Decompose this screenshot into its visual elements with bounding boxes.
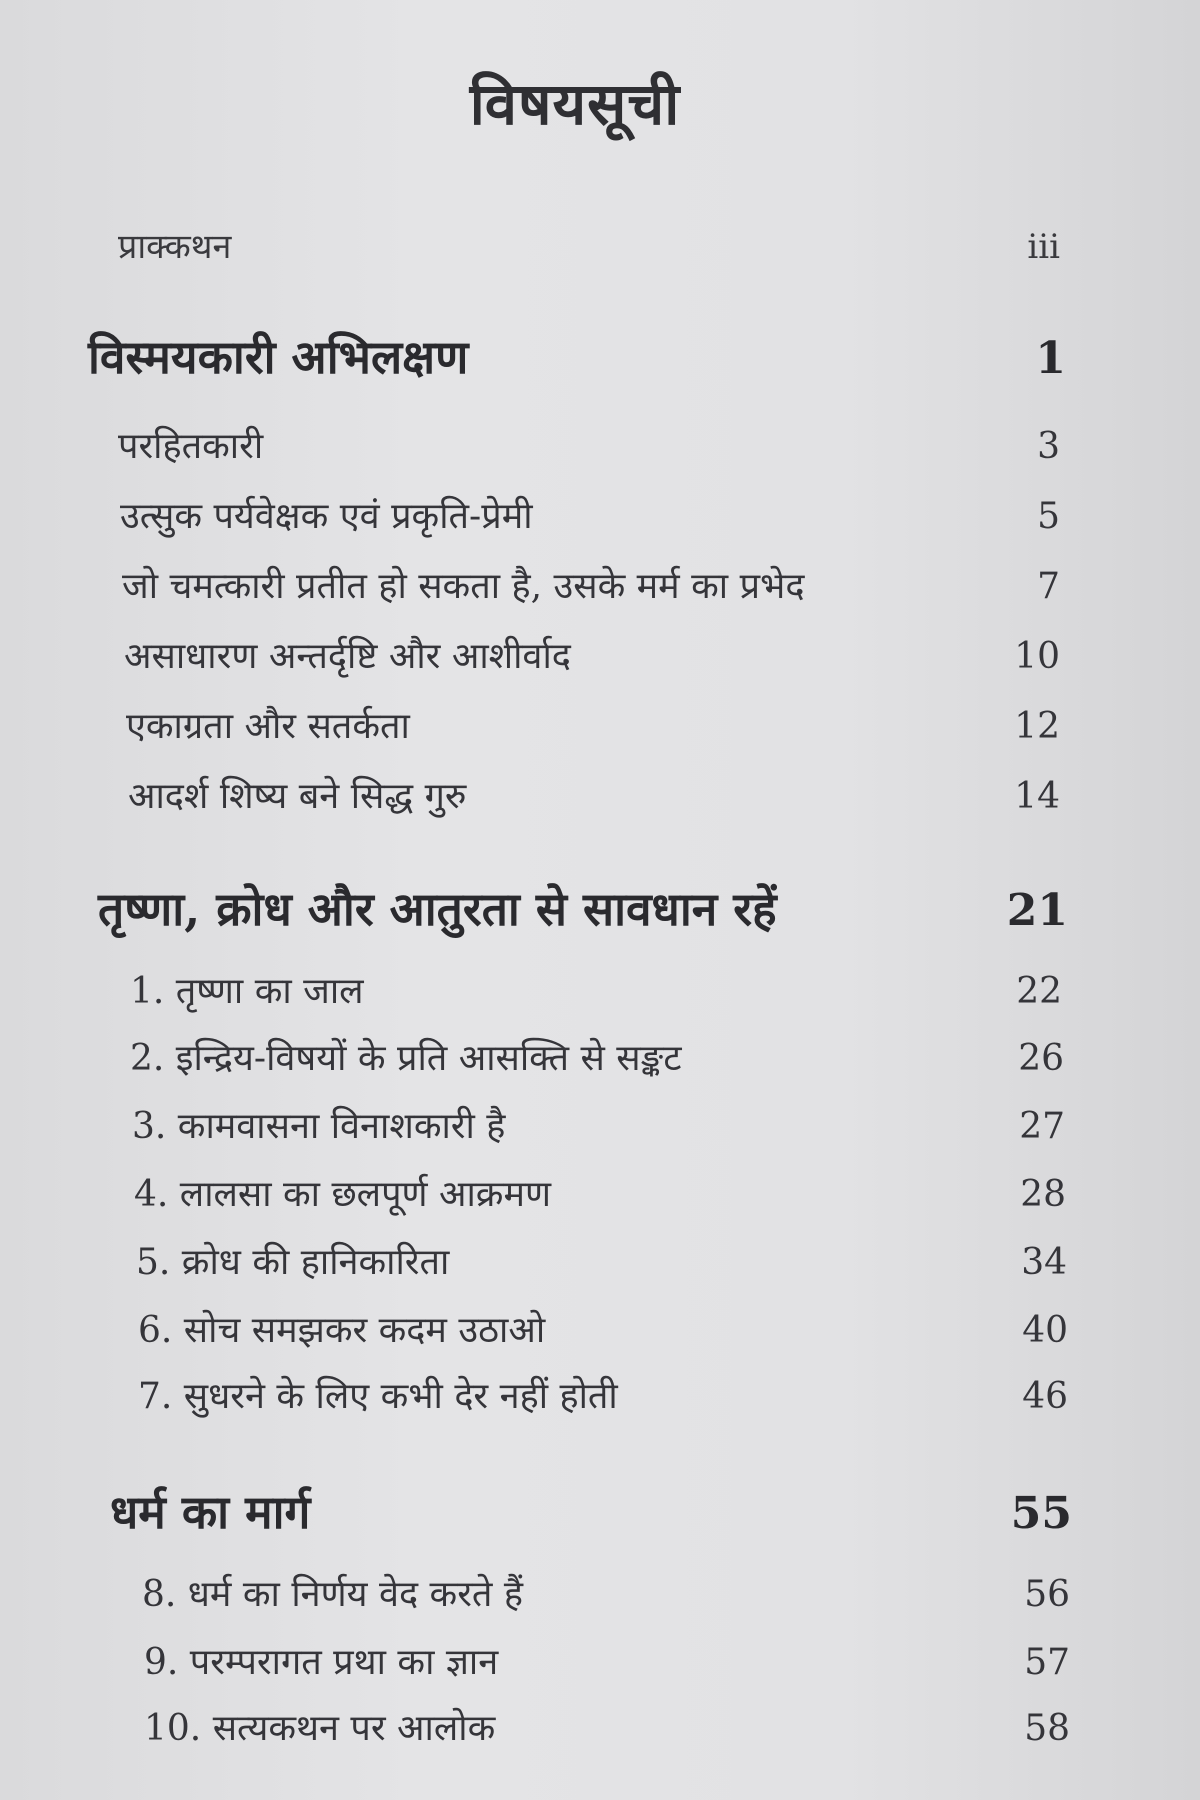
toc-section-heading	[88, 325, 1066, 387]
toc-entry-label: असाधारण अन्तर्दृष्टि और आशीर्वाद	[124, 636, 571, 677]
toc-entry	[134, 1168, 1066, 1217]
toc-entry	[122, 560, 1060, 609]
toc-entry	[128, 770, 1060, 819]
toc-entry-label: उत्सुक पर्यवेक्षक एवं प्रकृति-प्रेमी	[120, 496, 533, 537]
toc-entry-page: 34	[1021, 1242, 1067, 1283]
toc-entry	[138, 1370, 1068, 1419]
toc-entry-page: 12	[1014, 706, 1060, 747]
toc-entry	[138, 1304, 1068, 1353]
toc-entry-label: 8. धर्म का निर्णय वेद करते हैं	[142, 1574, 523, 1615]
toc-entry-label: परहितकारी	[118, 426, 264, 467]
toc-section-title: तृष्णा, क्रोध और आतुरता से सावधान रहें	[98, 882, 777, 936]
toc-entry	[118, 420, 1060, 469]
toc-entry-page: 3	[1037, 426, 1060, 467]
toc-entry-page: 57	[1024, 1642, 1070, 1683]
toc-entry-label: 4. लालसा का छलपूर्ण आक्रमण	[134, 1174, 552, 1215]
toc-entry-page: 26	[1018, 1038, 1064, 1079]
toc-preface-label: प्राक्कथन	[118, 227, 232, 267]
toc-section-heading	[98, 877, 1068, 939]
toc-entry-page: 7	[1037, 566, 1060, 607]
toc-entry-page: 27	[1019, 1106, 1065, 1147]
toc-section-title: विस्मयकारी अभिलक्षण	[88, 330, 469, 384]
toc-entry-page: 14	[1014, 776, 1060, 817]
toc-entry-label: 2. इन्द्रिय-विषयों के प्रति आसक्ति से सङ्कट	[130, 1038, 682, 1079]
toc-entry	[120, 490, 1060, 539]
toc-entry-page: 10	[1014, 636, 1060, 677]
toc-entry-label: 7. सुधरने के लिए कभी देर नहीं होती	[138, 1376, 618, 1417]
toc-entry-label: 6. सोच समझकर कदम उठाओ	[138, 1310, 546, 1351]
toc-preface-page: iii	[1027, 227, 1060, 267]
toc-preface	[118, 222, 1060, 268]
toc-entry-label: 3. कामवासना विनाशकारी है	[132, 1106, 506, 1147]
toc-entry-page: 46	[1022, 1376, 1068, 1417]
toc-entry	[144, 1636, 1070, 1685]
toc-entry	[136, 1236, 1067, 1285]
toc-entry-label: 9. परम्परागत प्रथा का ज्ञान	[144, 1642, 499, 1683]
toc-entry-label: जो चमत्कारी प्रतीत हो सकता है, उसके मर्म का प्रभेद	[122, 566, 805, 607]
toc-section-title: धर्म का मार्ग	[110, 1485, 311, 1539]
toc-entry-page: 56	[1024, 1574, 1070, 1615]
toc-entry	[126, 700, 1060, 749]
toc-entry	[130, 965, 1062, 1014]
toc-entry-page: 40	[1022, 1310, 1068, 1351]
toc-entry-label: 1. तृष्णा का जाल	[130, 971, 364, 1012]
toc-entry-label: 5. क्रोध की हानिकारिता	[136, 1242, 450, 1283]
toc-section-page: 1	[1035, 333, 1066, 384]
toc-entry-label: आदर्श शिष्य बने सिद्ध गुरु	[128, 776, 467, 817]
toc-entry-page: 5	[1037, 496, 1060, 537]
toc-section-heading	[110, 1480, 1072, 1542]
toc-entry	[130, 1032, 1064, 1081]
toc-entry	[142, 1568, 1070, 1617]
toc-section-page: 55	[1010, 1488, 1072, 1539]
toc-entry-page: 28	[1020, 1174, 1066, 1215]
page-title: विषयसूची	[469, 70, 681, 138]
toc-entry-label: 10. सत्यकथन पर आलोक	[144, 1708, 496, 1749]
toc-section-page: 21	[1006, 885, 1068, 936]
toc-entry	[124, 630, 1060, 679]
toc-entry-page: 58	[1024, 1708, 1070, 1749]
toc-entry	[132, 1100, 1065, 1149]
toc-entry	[144, 1702, 1070, 1751]
toc-entry-page: 22	[1016, 971, 1062, 1012]
toc-entry-label: एकाग्रता और सतर्कता	[126, 706, 410, 747]
